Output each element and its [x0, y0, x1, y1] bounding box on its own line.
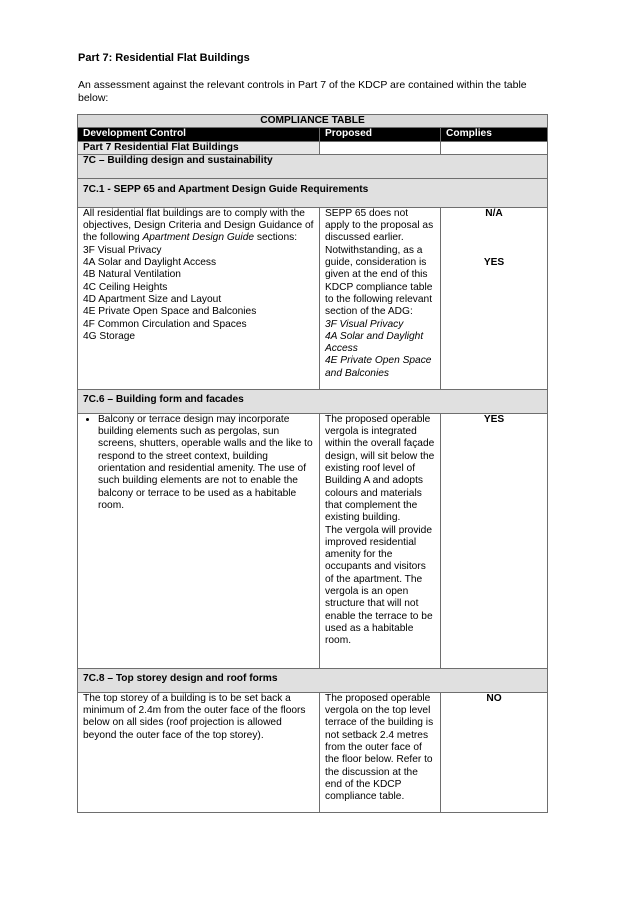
list-item: • Balcony or terrace design may incorporate building elements such as pergolas, sun screens, shutters, operable walls and the like to respond to the street context, building orientation and residential amenity. The use of such building elements are not to enable the balcony or terrace to be used as a habitable room.	[98, 414, 314, 512]
table-row-7c1	[78, 207, 548, 389]
list-item: 3F Visual Privacy	[83, 244, 162, 256]
column-header-complies: Complies	[441, 128, 548, 141]
column-header-proposed: Proposed	[320, 128, 441, 141]
proposed-cell-7c8: The proposed operable vergola on the top level terrace of the building is not setback 2.4 metres from the outer face of the floor below. Refer to the discussion at the end of the KDCP compliance table.	[320, 692, 441, 812]
table-title-row	[78, 115, 548, 128]
proposed-paragraph-2: The vergola will provide improved residential amenity for the occupants and visitors of the apartment. The vergola is an open structure that will not enable the terrace to be used as a habitable room.	[325, 524, 433, 647]
intro-paragraph: An assessment against the relevant controls in Part 7 of the KDCP are contained within the table below:	[78, 79, 527, 104]
part-empty-proposed	[320, 141, 441, 154]
complies-cell-7c8: NO	[441, 692, 548, 812]
list-item: 4B Natural Ventilation	[83, 269, 181, 281]
section-row-7c1	[78, 178, 548, 207]
section-heading-7c8: 7C.8 – Top storey design and roof forms	[78, 668, 548, 692]
complies-yes: YES	[483, 257, 505, 269]
complies-cell-7c6: YES	[441, 413, 548, 668]
control-cell-7c1	[78, 207, 320, 389]
proposed-paragraph-1: The proposed operable vergola is integrated within the overall façade design, will sit below the existing roof level of Building A and adopts colours and materials that complement the existing building.	[325, 413, 435, 524]
section-row-7c	[78, 154, 548, 178]
page-heading: Part 7: Residential Flat Buildings	[78, 52, 250, 64]
proposed-text-7c1: SEPP 65 does not apply to the proposal as discussed earlier. Notwithstanding, as a guide, consideration is given at the end of this KDCP compliance table to the following relevant section of the ADG:	[325, 207, 434, 318]
part-row	[78, 141, 548, 154]
part-empty-complies	[441, 141, 548, 154]
list-item: 4E Private Open Space and Balconies	[83, 306, 257, 318]
complies-cell-7c1	[441, 207, 548, 389]
bullet-list	[83, 414, 314, 512]
list-item: 4G Storage	[83, 330, 136, 342]
part-label: Part 7 Residential Flat Buildings	[78, 141, 320, 154]
table-row-7c6	[78, 413, 548, 668]
table-title: COMPLIANCE TABLE	[78, 115, 548, 128]
list-item: 4D Apartment Size and Layout	[83, 293, 222, 305]
control-cell-7c6	[78, 413, 320, 668]
complies-na: N/A	[485, 207, 503, 219]
list-item: 4E Private Open Space and Balconies	[325, 355, 432, 379]
table-header-row	[78, 128, 548, 141]
list-item: 4F Common Circulation and Spaces	[83, 318, 247, 330]
list-item: 4A Solar and Daylight Access	[325, 330, 424, 355]
list-item: 4C Ceiling Heights	[83, 281, 168, 293]
control-intro-italic-7c1: Apartment Design Guide	[142, 232, 255, 244]
section-heading-7c: 7C – Building design and sustainability	[78, 154, 548, 178]
list-item: 3F Visual Privacy	[325, 318, 404, 330]
section-row-7c6	[78, 389, 548, 413]
column-header-development-control: Development Control	[78, 128, 320, 141]
control-intro-7c1: All residential flat buildings are to comply with the objectives, Design Criteria and Design Guidance of the following	[83, 207, 314, 244]
section-row-7c8	[78, 668, 548, 692]
section-heading-7c1: 7C.1 - SEPP 65 and Apartment Design Guide Requirements	[78, 178, 548, 207]
control-cell-7c8: The top storey of a building is to be set back a minimum of 2.4m from the outer face of the floors below on all sides (roof projection is allowed beyond the outer face of the top storey).	[78, 692, 320, 812]
section-heading-7c6: 7C.6 – Building form and facades	[78, 389, 548, 413]
proposed-cell-7c1	[320, 207, 441, 389]
table-row-7c8	[78, 692, 548, 812]
list-item: 4A Solar and Daylight Access	[83, 257, 217, 269]
compliance-table	[77, 114, 548, 813]
proposed-cell-7c6	[320, 413, 441, 668]
control-intro-end-7c1: sections:	[254, 232, 298, 244]
